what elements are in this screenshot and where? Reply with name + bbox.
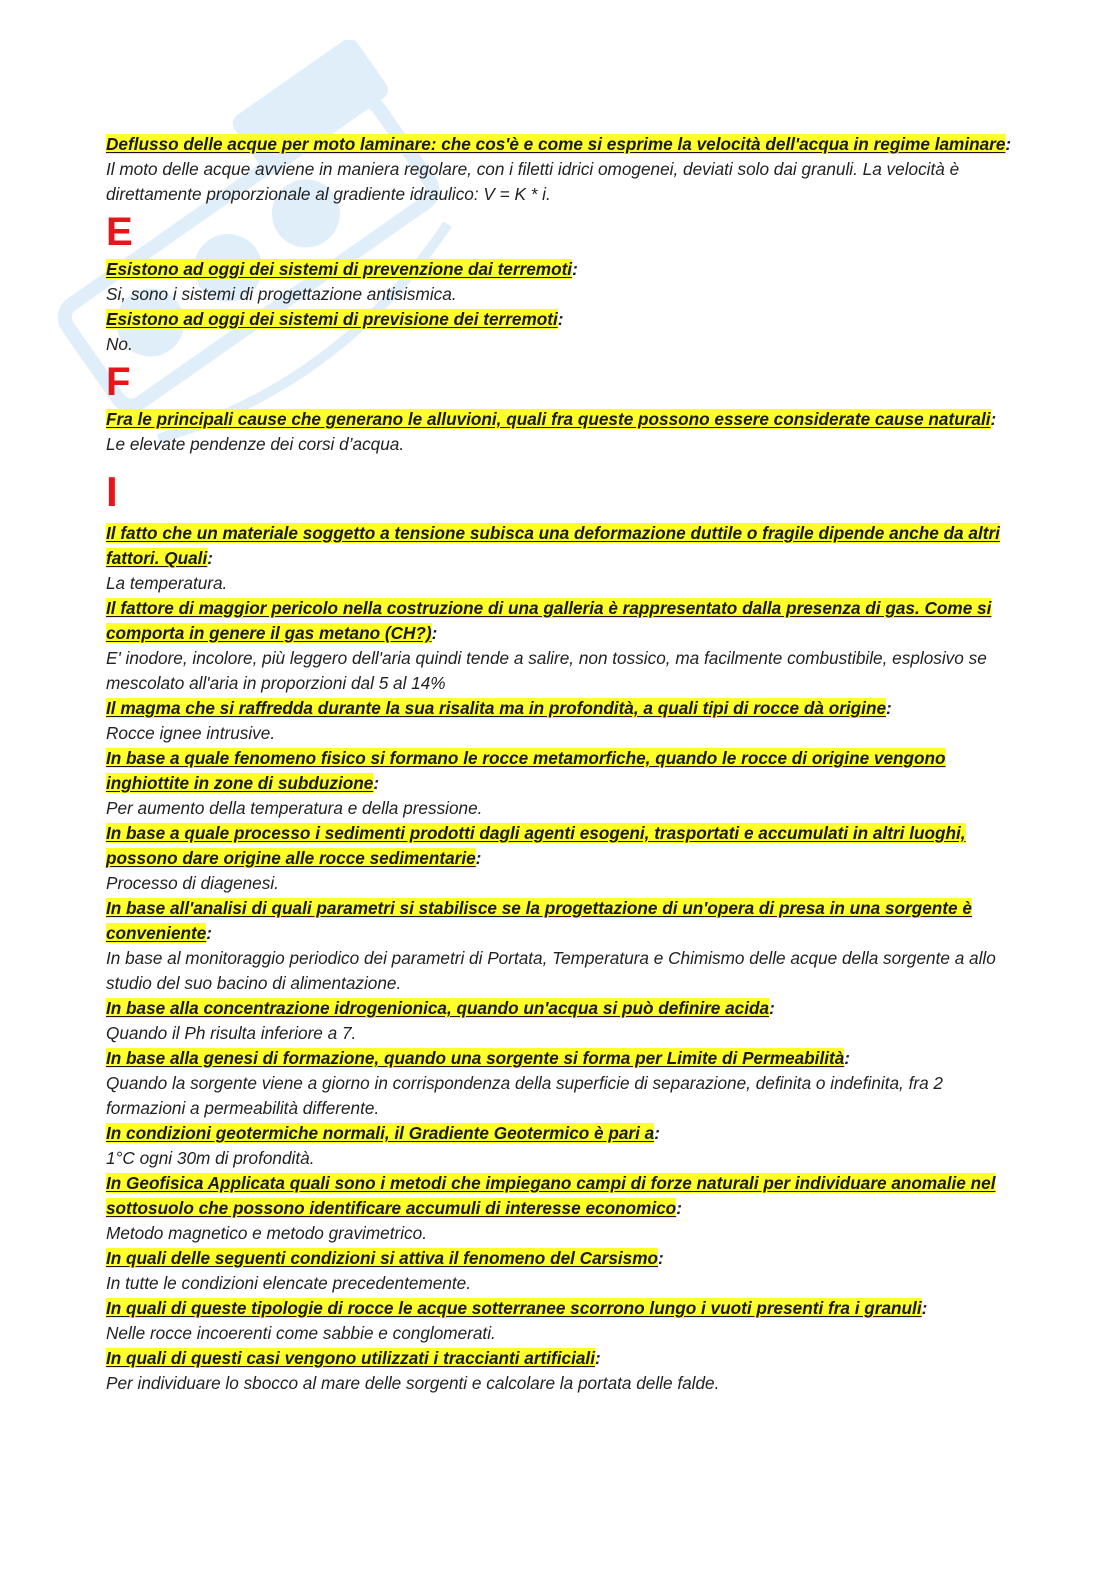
question: Il magma che si raffredda durante la sua risalita ma in profondità, a quali tipi di rocce dà origine: bbox=[106, 698, 892, 718]
question-text: In Geofisica Applicata quali sono i metodi che impiegano campi di forze naturali per individuare anomalie nel sottosuolo che possono identificare accumuli di interesse economico bbox=[106, 1173, 996, 1218]
question: Il fattore di maggior pericolo nella costruzione di una galleria è rappresentato dalla presenza di gas. Come si comporta in genere il gas metano (CH?): bbox=[106, 598, 992, 643]
question-text: In base all'analisi di quali parametri si stabilisce se la progettazione di un'opera di presa in una sorgente è conveniente bbox=[106, 898, 972, 943]
question-text: Esistono ad oggi dei sistemi di previsione dei terremoti bbox=[106, 309, 558, 329]
answer: Rocce ignee intrusive. bbox=[106, 723, 276, 743]
answer: Metodo magnetico e metodo gravimetrico. bbox=[106, 1223, 427, 1243]
answer: 1°C ogni 30m di profondità. bbox=[106, 1148, 315, 1168]
question: In base alla concentrazione idrogenionica, quando un'acqua si può definire acida: bbox=[106, 998, 775, 1018]
question: Fra le principali cause che generano le alluvioni, quali fra queste possono essere considerate cause naturali: bbox=[106, 409, 997, 429]
question: In quali di questi casi vengono utilizzati i traccianti artificiali: bbox=[106, 1348, 601, 1368]
question: Esistono ad oggi dei sistemi di prevenzione dai terremoti: bbox=[106, 259, 578, 279]
answer: E' inodore, incolore, più leggero dell'aria quindi tende a salire, non tossico, ma facilmente combustibile, esplosivo se mescolato all'aria in proporzioni dal 5 al 14% bbox=[106, 648, 987, 693]
answer: In base al monitoraggio periodico dei parametri di Portata, Temperatura e Chimismo delle acque della sorgente a allo studio del suo bacino di alimentazione. bbox=[106, 948, 996, 993]
question: In quali di queste tipologie di rocce le acque sotterranee scorrono lungo i vuoti presenti fra i granuli: bbox=[106, 1298, 928, 1318]
question: In base a quale processo i sedimenti prodotti dagli agenti esogeni, trasportati e accumulati in altri luoghi, possono dare origine alle rocce sedimentarie: bbox=[106, 823, 966, 868]
answer: Si, sono i sistemi di progettazione antisismica. bbox=[106, 284, 457, 304]
answer: La temperatura. bbox=[106, 573, 228, 593]
question: In quali delle seguenti condizioni si attiva il fenomeno del Carsismo: bbox=[106, 1248, 664, 1268]
question: In Geofisica Applicata quali sono i metodi che impiegano campi di forze naturali per individuare anomalie nel sottosuolo che possono identificare accumuli di interesse economico: bbox=[106, 1173, 996, 1218]
question: Deflusso delle acque per moto laminare: che cos'è e come si esprime la velocità dell'acqua in regime laminare: bbox=[106, 134, 1012, 154]
question-text: In quali delle seguenti condizioni si attiva il fenomeno del Carsismo bbox=[106, 1248, 659, 1268]
answer: Quando il Ph risulta inferiore a 7. bbox=[106, 1023, 357, 1043]
question-text: Il fattore di maggior pericolo nella costruzione di una galleria è rappresentato dalla presenza di gas. Come si comporta in genere il gas metano (CH?) bbox=[106, 598, 992, 643]
question: In base alla genesi di formazione, quando una sorgente si forma per Limite di Permeabilità: bbox=[106, 1048, 851, 1068]
question: In base a quale fenomeno fisico si formano le rocce metamorfiche, quando le rocce di origine vengono inghiottite in zone di subduzione: bbox=[106, 748, 946, 793]
question-text: In base alla genesi di formazione, quando una sorgente si forma per Limite di Permeabilità bbox=[106, 1048, 845, 1068]
question: Esistono ad oggi dei sistemi di previsione dei terremoti: bbox=[106, 309, 564, 329]
section-letter: F bbox=[106, 360, 131, 404]
section-letter: E bbox=[106, 210, 133, 254]
question-text: In base a quale fenomeno fisico si formano le rocce metamorfiche, quando le rocce di origine vengono inghiottite in zone di subduzione bbox=[106, 748, 946, 793]
question-text: In base a quale processo i sedimenti prodotti dagli agenti esogeni, trasportati e accumulati in altri luoghi, possono dare origine alle rocce sedimentarie bbox=[106, 823, 966, 868]
section-letter: I bbox=[106, 468, 118, 515]
question-text: Esistono ad oggi dei sistemi di prevenzione dai terremoti bbox=[106, 259, 573, 279]
answer: Per individuare lo sbocco al mare delle sorgenti e calcolare la portata delle falde. bbox=[106, 1373, 720, 1393]
question: In condizioni geotermiche normali, il Gradiente Geotermico è pari a: bbox=[106, 1123, 660, 1143]
question-text: Il fatto che un materiale soggetto a tensione subisca una deformazione duttile o fragile dipende anche da altri fattori. Quali bbox=[106, 523, 1000, 568]
question-text: In quali di questi casi vengono utilizzati i traccianti artificiali bbox=[106, 1348, 595, 1368]
answer: In tutte le condizioni elencate precedentemente. bbox=[106, 1273, 471, 1293]
answer: Il moto delle acque avviene in maniera regolare, con i filetti idrici omogenei, deviati solo dai granuli. La velocità è direttamente proporzionale al gradiente idraulico: V = K * i. bbox=[106, 159, 960, 204]
answer: Quando la sorgente viene a giorno in corrispondenza della superficie di separazione, definita o indefinita, fra 2 formazioni a permeabilità differente. bbox=[106, 1073, 943, 1118]
question-text: In condizioni geotermiche normali, il Gradiente Geotermico è pari a bbox=[106, 1123, 655, 1143]
answer: Processo di diagenesi. bbox=[106, 873, 279, 893]
question-text: Deflusso delle acque per moto laminare: che cos'è e come si esprime la velocità dell'acqua in regime laminare bbox=[106, 134, 1006, 154]
answer: Per aumento della temperatura e della pressione. bbox=[106, 798, 483, 818]
question-text: Il magma che si raffredda durante la sua risalita ma in profondità, a quali tipi di rocce dà origine bbox=[106, 698, 887, 718]
answer: Nelle rocce incoerenti come sabbie e conglomerati. bbox=[106, 1323, 496, 1343]
document-content bbox=[106, 132, 1016, 1396]
question: Il fatto che un materiale soggetto a tensione subisca una deformazione duttile o fragile dipende anche da altri fattori. Quali: bbox=[106, 523, 1000, 568]
question: In base all'analisi di quali parametri si stabilisce se la progettazione di un'opera di presa in una sorgente è conveniente: bbox=[106, 898, 972, 943]
question-text: Fra le principali cause che generano le alluvioni, quali fra queste possono essere considerate cause naturali bbox=[106, 409, 991, 429]
answer: No. bbox=[106, 334, 133, 354]
question-text: In quali di queste tipologie di rocce le acque sotterranee scorrono lungo i vuoti presenti fra i granuli bbox=[106, 1298, 922, 1318]
answer: Le elevate pendenze dei corsi d’acqua. bbox=[106, 434, 405, 454]
question-text: In base alla concentrazione idrogenionica, quando un'acqua si può definire acida bbox=[106, 998, 770, 1018]
